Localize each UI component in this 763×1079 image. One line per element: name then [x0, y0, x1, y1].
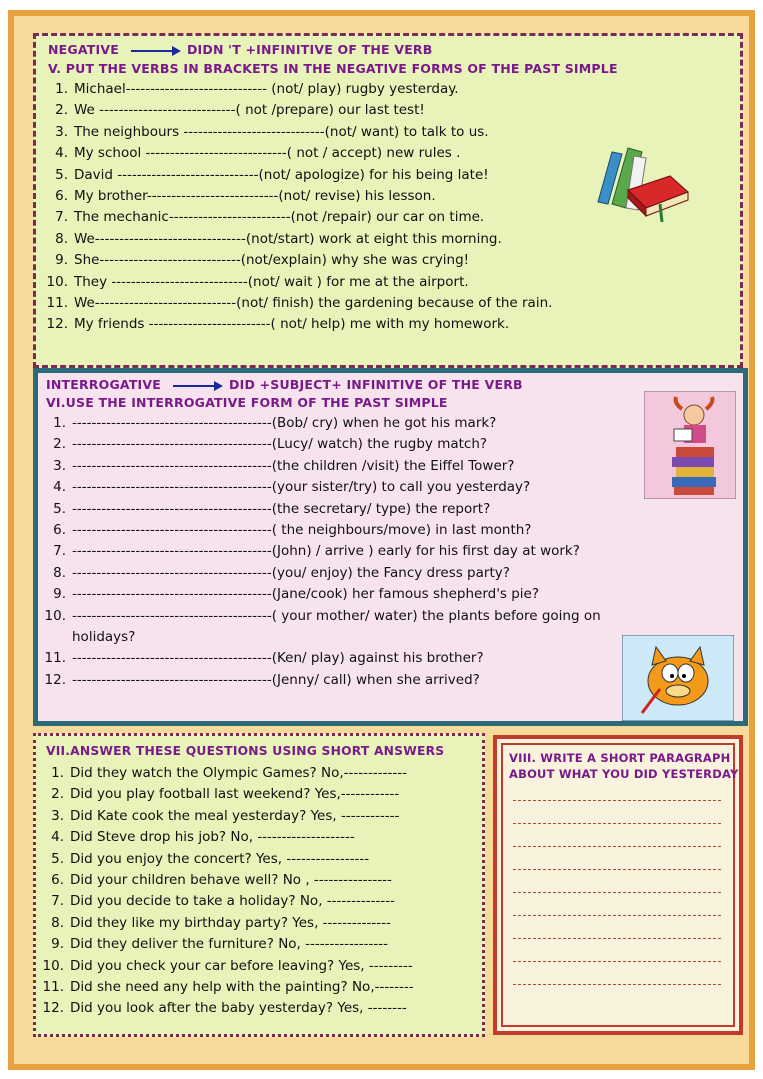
exercise-item	[40, 956, 414, 977]
item-number: 5.	[55, 166, 68, 183]
item-number: 6.	[51, 872, 64, 889]
exercise-item	[42, 541, 601, 562]
item-text[interactable]: We ----------------------------( not /prepare) our last test!	[74, 102, 425, 119]
exercise-item	[42, 434, 601, 455]
writing-line[interactable]	[513, 938, 721, 939]
exercise-item	[42, 670, 601, 691]
item-number: 7.	[55, 209, 68, 226]
section-negative	[33, 33, 743, 368]
interrogative-rule: DID +SUBJECT+ INFINITIVE OF THE VERB	[229, 377, 523, 392]
item-number: 10.	[42, 957, 64, 974]
exercise-item	[40, 806, 414, 827]
item-number: 11.	[44, 650, 66, 667]
section-negative-title: V. PUT THE VERBS IN BRACKETS IN THE NEGATIVE FORMS OF THE PAST SIMPLE	[48, 61, 618, 76]
item-number: 7.	[51, 893, 64, 910]
arrow-icon	[173, 385, 221, 387]
exercise-item	[40, 870, 414, 891]
exercise-item	[40, 913, 414, 934]
short-answers-list	[40, 763, 414, 1020]
item-text[interactable]: -----------------------------------------( your mother/ water) the plants before going on	[72, 607, 601, 624]
item-text[interactable]: My school -----------------------------( not / accept) new rules .	[74, 145, 461, 162]
girl-reading-books-icon	[644, 391, 736, 499]
books-icon	[590, 132, 690, 222]
item-text[interactable]: Did you check your car before leaving? Yes, ---------	[70, 957, 413, 974]
writing-line[interactable]	[513, 869, 721, 870]
arrow-icon	[131, 50, 179, 52]
item-text[interactable]: Did you decide to take a holiday? No, --------------	[70, 893, 395, 910]
item-text[interactable]: Did you play football last weekend? Yes,------------	[70, 786, 400, 803]
item-text[interactable]: My brother---------------------------(not/ revise) his lesson.	[74, 188, 436, 205]
item-text[interactable]: The mechanic-------------------------(not /repair) our car on time.	[74, 209, 485, 226]
exercise-item	[44, 293, 552, 314]
item-text[interactable]: -----------------------------------------(Bob/ cry) when he got his mark?	[72, 415, 497, 431]
exercise-item	[42, 413, 601, 434]
exercise-item	[40, 763, 414, 784]
item-text[interactable]: -----------------------------------------(the children /visit) the Eiffel Tower?	[72, 457, 515, 474]
item-text[interactable]: Did you look after the baby yesterday? Yes, --------	[70, 1000, 407, 1017]
item-number: 6.	[55, 188, 68, 205]
interrogative-label: INTERROGATIVE	[46, 377, 162, 392]
item-text[interactable]: Did they deliver the furniture? No, -----------------	[70, 936, 388, 953]
exercise-item	[42, 606, 601, 627]
exercise-item	[42, 584, 601, 605]
negative-label: NEGATIVE	[48, 42, 119, 57]
item-text[interactable]: -----------------------------------------(the secretary/ type) the report?	[72, 500, 491, 517]
item-text[interactable]: -----------------------------------------( the neighbours/move) in last month?	[72, 522, 532, 539]
item-text[interactable]: holidays?	[72, 629, 136, 646]
item-number: 11.	[46, 295, 68, 312]
section-paragraph-title-line1: VIII. WRITE A SHORT PARAGRAPH	[509, 751, 731, 765]
section-paragraph	[493, 735, 743, 1035]
item-number: 9.	[53, 586, 66, 603]
exercise-item	[44, 207, 552, 228]
item-number: 4.	[55, 145, 68, 162]
item-text[interactable]: Did Kate cook the meal yesterday? Yes, ------------	[70, 807, 400, 824]
exercise-item	[44, 314, 552, 335]
item-number: 4.	[51, 829, 64, 846]
exercise-item	[42, 648, 601, 669]
item-text[interactable]: -----------------------------------------(your sister/try) to call you yesterday?	[72, 479, 531, 496]
item-number: 12.	[42, 1000, 64, 1017]
item-number: 9.	[51, 936, 64, 953]
item-number: 8.	[55, 230, 68, 247]
exercise-item	[42, 563, 601, 584]
item-number: 1.	[55, 81, 68, 97]
exercise-item	[40, 784, 414, 805]
section-paragraph-title-line2: ABOUT WHAT YOU DID YESTERDAY	[509, 767, 739, 781]
negative-rule: DIDN 'T +INFINITIVE OF THE VERB	[186, 42, 433, 57]
exercise-item	[44, 122, 552, 143]
exercise-item	[40, 849, 414, 870]
writing-line[interactable]	[513, 961, 721, 962]
interrogative-exercise-list	[42, 413, 601, 691]
exercise-item	[44, 250, 552, 271]
item-number: 2.	[55, 102, 68, 119]
item-number: 3.	[53, 457, 66, 474]
writing-line[interactable]	[513, 984, 721, 985]
item-number: 6.	[53, 522, 66, 539]
item-number: 3.	[55, 123, 68, 140]
item-text[interactable]: My friends -------------------------( not/ help) me with my homework.	[74, 316, 510, 333]
item-text[interactable]: Did they like my birthday party? Yes, --------------	[70, 914, 391, 931]
item-text[interactable]: We-----------------------------(not/ finish) the gardening because of the rain.	[74, 295, 553, 312]
exercise-item	[42, 520, 601, 541]
item-number: 11.	[42, 979, 64, 996]
negative-exercise-list	[44, 79, 552, 336]
exercise-item	[40, 977, 414, 998]
exercise-item	[44, 229, 552, 250]
item-text[interactable]: Did they watch the Olympic Games? No,-------------	[70, 765, 407, 781]
writing-lines	[513, 800, 721, 1007]
item-text[interactable]: -----------------------------------------(Jenny/ call) when she arrived?	[72, 671, 480, 688]
exercise-item	[40, 891, 414, 912]
writing-line[interactable]	[513, 892, 721, 893]
exercise-item	[42, 477, 601, 498]
item-text[interactable]: -----------------------------------------(John) / arrive ) early for his first day at work?	[72, 543, 580, 560]
item-number: 10.	[46, 273, 68, 290]
section-paragraph-inner-border	[501, 743, 739, 1027]
item-number: 9.	[55, 252, 68, 269]
exercise-item	[42, 456, 601, 477]
exercise-item	[42, 499, 601, 520]
section-short-answers	[33, 733, 485, 1037]
section-interrogative-title-line1	[46, 377, 523, 392]
writing-line[interactable]	[513, 915, 721, 916]
item-text[interactable]: Did Steve drop his job? No, --------------------	[70, 829, 355, 846]
exercise-item	[44, 100, 552, 121]
exercise-item	[42, 627, 601, 648]
writing-line[interactable]	[513, 800, 721, 801]
item-text[interactable]: -----------------------------------------(Ken/ play) against his brother?	[72, 650, 484, 667]
item-text[interactable]: -----------------------------------------(you/ enjoy) the Fancy dress party?	[72, 564, 510, 581]
item-number: 12.	[44, 671, 66, 688]
item-number: 7.	[53, 543, 66, 560]
exercise-item	[40, 934, 414, 955]
item-number: 2.	[51, 786, 64, 803]
item-text[interactable]: -----------------------------------------(Jane/cook) her famous shepherd's pie?	[72, 586, 540, 603]
item-number: 1.	[51, 765, 64, 781]
item-text[interactable]: Did your children behave well? No , ----------------	[70, 872, 392, 889]
item-text[interactable]: David -----------------------------(not/ apologize) for his being late!	[74, 166, 489, 183]
exercise-item	[40, 827, 414, 848]
item-number: 8.	[51, 914, 64, 931]
item-text[interactable]: We-------------------------------(not/start) work at eight this morning.	[74, 230, 502, 247]
exercise-item	[44, 186, 552, 207]
section-negative-title-line1	[48, 42, 432, 57]
item-text[interactable]: They ----------------------------(not/ wait ) for me at the airport.	[74, 273, 469, 290]
item-text[interactable]: Did you enjoy the concert? Yes, -----------------	[70, 850, 370, 867]
exercise-item	[40, 998, 414, 1019]
section-interrogative	[33, 368, 748, 726]
exercise-item	[44, 143, 552, 164]
item-text[interactable]: Did she need any help with the painting? No,--------	[70, 979, 414, 996]
item-number: 1.	[53, 415, 66, 431]
item-number: 5.	[53, 500, 66, 517]
section-short-answers-title: VII.ANSWER THESE QUESTIONS USING SHORT ANSWERS	[46, 744, 445, 758]
item-number: 4.	[53, 479, 66, 496]
item-number: 8.	[53, 564, 66, 581]
item-number: 3.	[51, 807, 64, 824]
item-text[interactable]: The neighbours -----------------------------(not/ want) to talk to us.	[74, 123, 489, 140]
section-interrogative-title: VI.USE THE INTERROGATIVE FORM OF THE PAST SIMPLE	[46, 395, 448, 410]
garfield-icon	[622, 635, 734, 721]
writing-line[interactable]	[513, 823, 721, 824]
item-text[interactable]: Michael----------------------------- (not/ play) rugby yesterday.	[74, 81, 459, 97]
writing-line[interactable]	[513, 846, 721, 847]
exercise-item	[44, 272, 552, 293]
exercise-item	[44, 79, 552, 100]
item-number: 12.	[46, 316, 68, 333]
exercise-item	[44, 165, 552, 186]
item-number: 5.	[51, 850, 64, 867]
item-text[interactable]: She-----------------------------(not/explain) why she was crying!	[74, 252, 470, 269]
item-number: 10.	[44, 607, 66, 624]
item-number: 2.	[53, 436, 66, 453]
item-text[interactable]: -----------------------------------------(Lucy/ watch) the rugby match?	[72, 436, 488, 453]
